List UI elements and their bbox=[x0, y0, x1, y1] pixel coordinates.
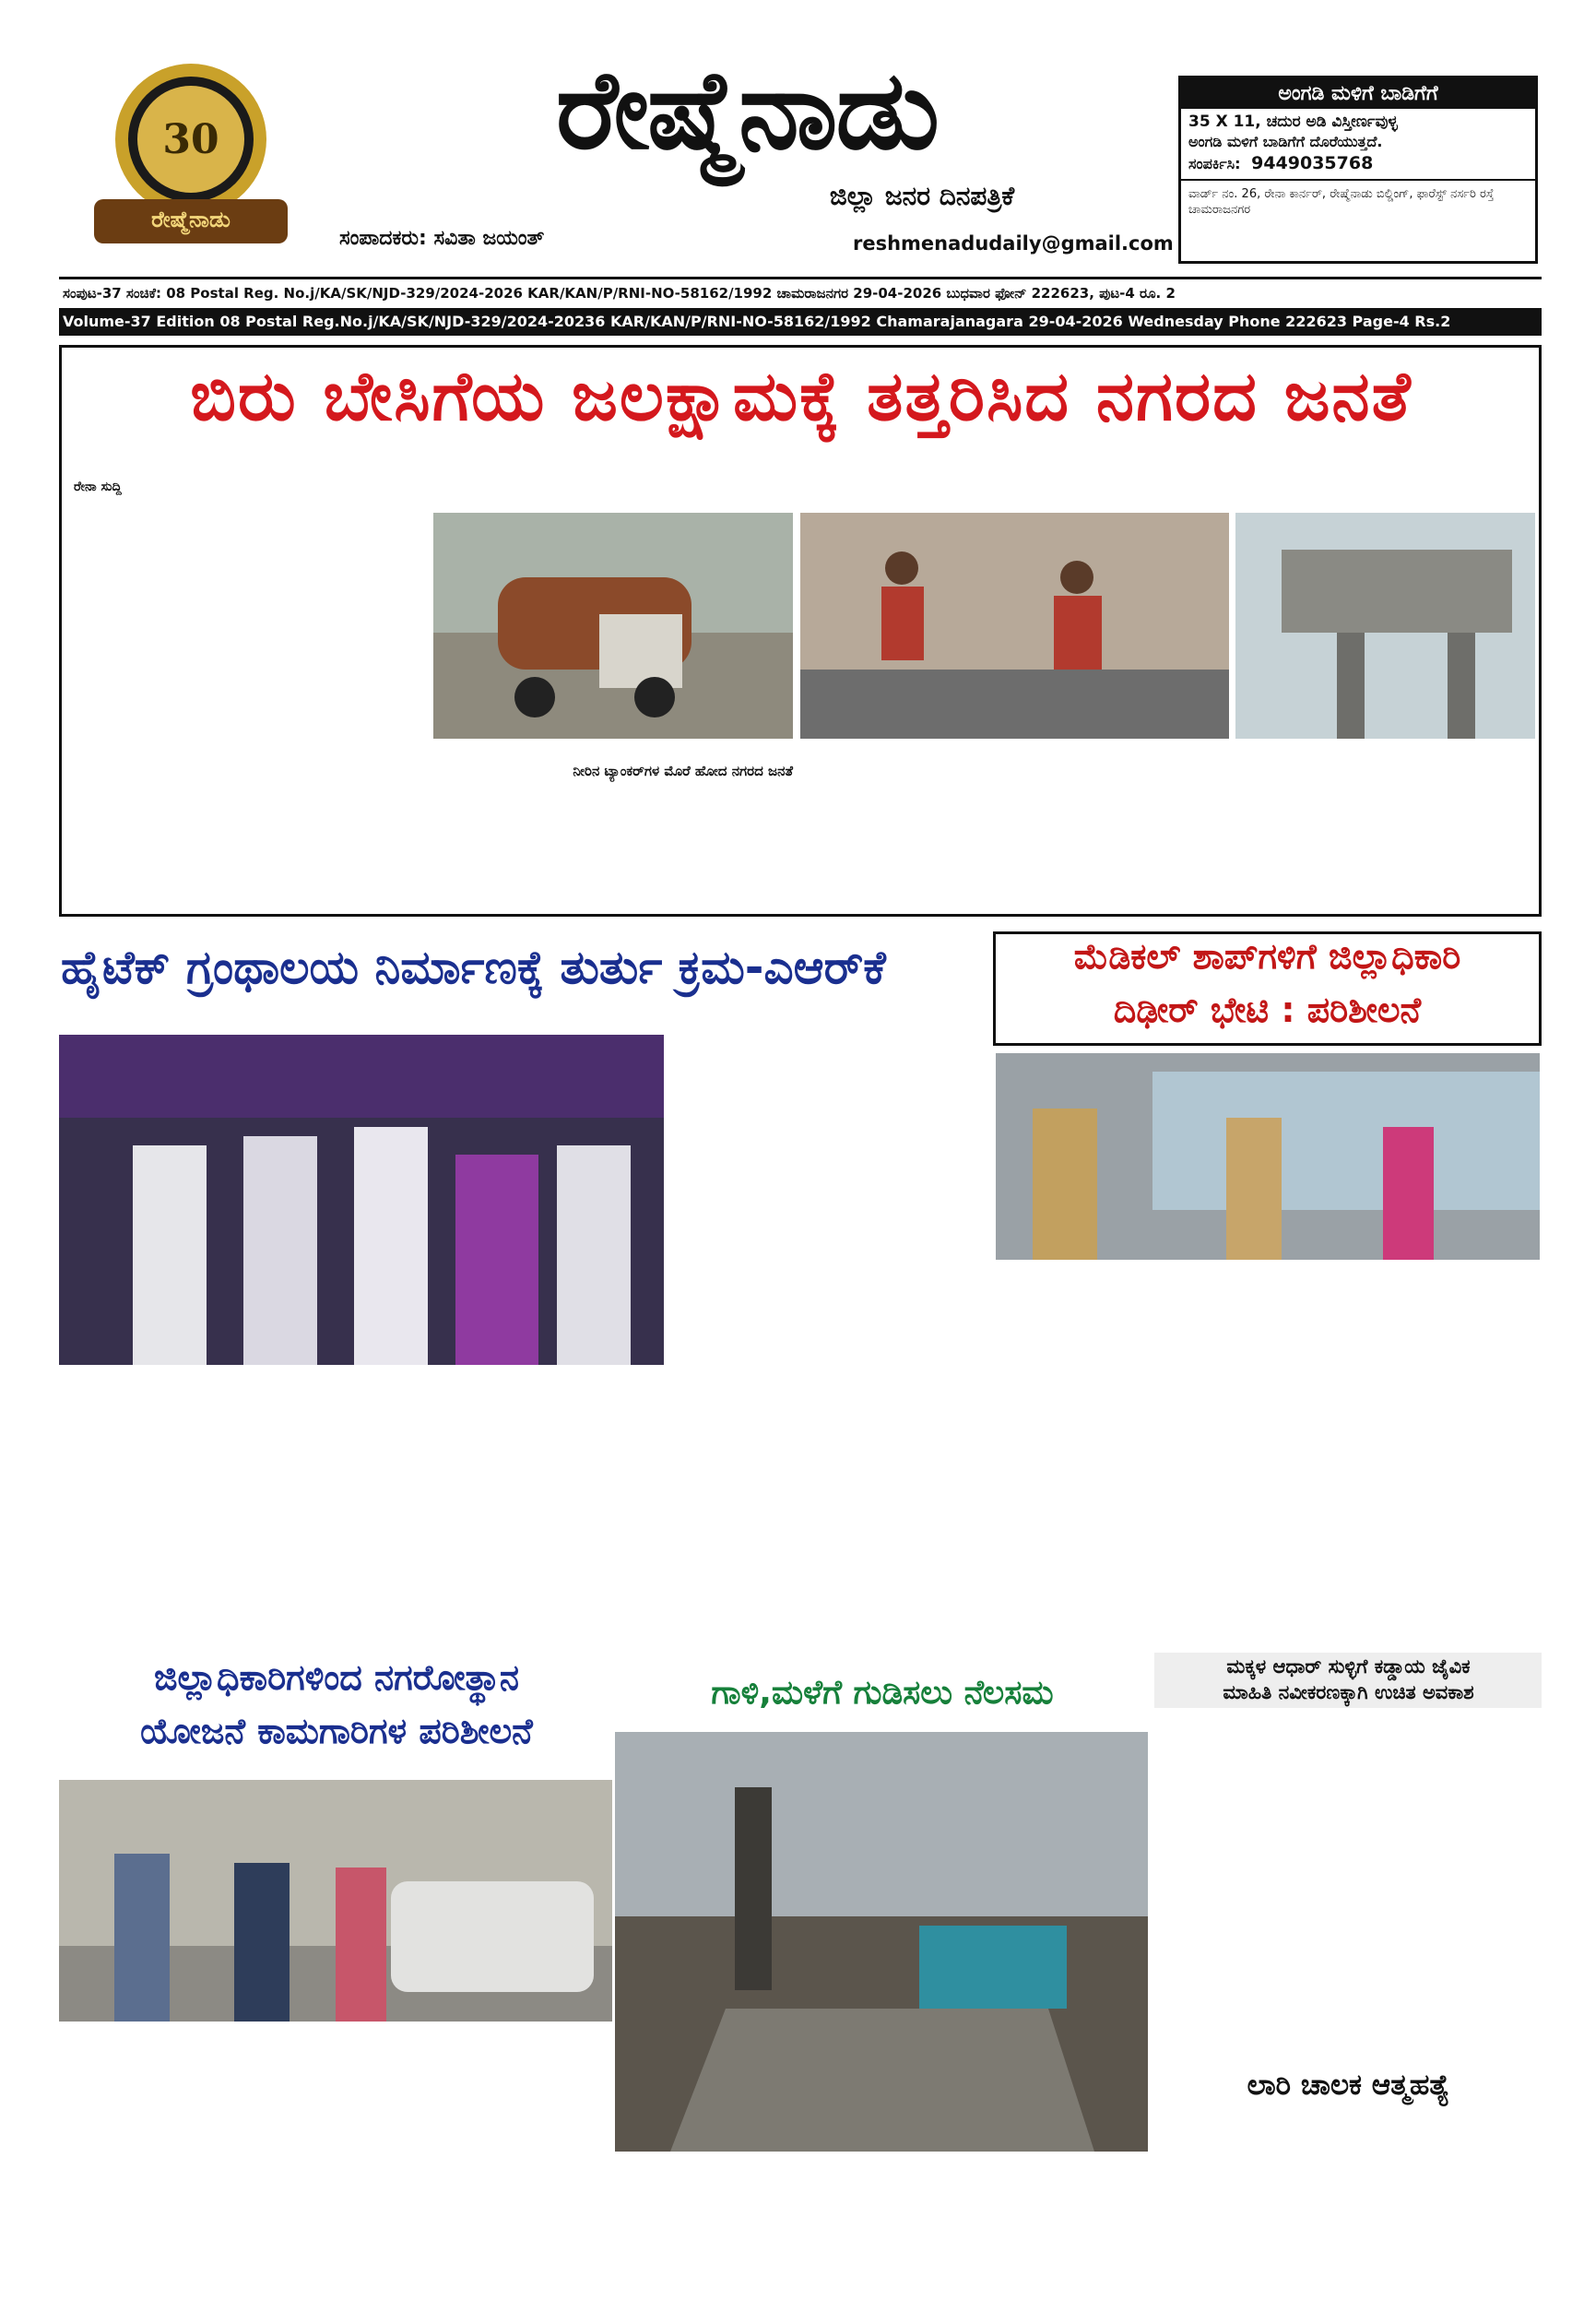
water-tank-photo bbox=[1235, 513, 1535, 739]
svg-text:30: 30 bbox=[162, 116, 219, 163]
info-strip-english: Volume-37 Edition 08 Postal Reg.No.j/KA/SK/NJD-329/2024-20236 KAR/KAN/P/RNI-NO-58162/1992 Chamarajanagara 29-04-2026 Wednesday Phone 222623 Page-4 Rs.2 bbox=[59, 308, 1542, 336]
masthead-email: reshmenadudaily@gmail.com bbox=[853, 232, 1174, 255]
rent-ad-phone: 9449035768 bbox=[1251, 153, 1374, 173]
story2-headline: ಹೈಟೆಕ್ ಗ್ರಂಥಾಲಯ ನಿರ್ಮಾಣಕ್ಕೆ ತುರ್ತು ಕ್ರಮ-ಎಆರ್‌ಕೆ bbox=[61, 941, 886, 994]
rent-ad-heading: ಅಂಗಡಿ ಮಳಿಗೆ ಬಾಡಿಗೆಗೆ bbox=[1181, 78, 1535, 109]
lead-subhead: ನೀರಿನ ಟ್ಯಾಂಕರ್‌ಗಳ ಮೊರೆ ಹೋದ ನಗರದ ಜನತೆ bbox=[573, 763, 793, 779]
rent-ad-contact bbox=[1181, 151, 1535, 173]
students-drinking-water-photo bbox=[800, 513, 1229, 739]
rent-ad-box bbox=[1178, 76, 1538, 264]
nagarothana-inspection-photo bbox=[59, 1780, 612, 2022]
story6-headline-line2: ಮಾಹಿತಿ ನವೀಕರಣಕ್ಕಾಗಿ ಉಚಿತ ಅವಕಾಶ bbox=[1223, 1681, 1474, 1703]
water-tanker-photo bbox=[433, 513, 793, 739]
masthead-tagline: ಜಿಲ್ಲಾ ಜನರ ದಿನಪತ್ರಿಕೆ bbox=[829, 181, 1015, 211]
rent-ad-contact-label: ಸಂಪರ್ಕಿಸಿ: bbox=[1188, 155, 1241, 172]
logo-caption: ರೇಷ್ಮೆನಾಡು bbox=[151, 207, 230, 232]
story4-headline-line2: ಯೋಜನೆ ಕಾಮಗಾರಿಗಳ ಪರಿಶೀಲನೆ bbox=[140, 1711, 533, 1751]
collapsed-hut-photo bbox=[615, 1732, 1148, 2152]
rent-ad-line1: 35 X 11, ಚದುರ ಅಡಿ ವಿಸ್ತೀರ್ಣವುಳ್ಳ bbox=[1188, 113, 1398, 131]
medical-shop-inspection-photo bbox=[996, 1053, 1540, 1260]
strip-rule-top bbox=[59, 277, 1542, 279]
info-strip-kannada: ಸಂಪುಟ-37 ಸಂಚಿಕೆ: 08 Postal Reg. No.j/KA/SK/NJD-329/2024-2026 KAR/KAN/P/RNI-NO-58162/1992 ಚಾಮರಾಜನಗರ 29-04-2026 ಬುಧವಾರ ಫೋನ್ 222623, ಪುಟ-4 ರೂ. 2 bbox=[63, 285, 1176, 302]
lead-byline: ರೇನಾ ಸುದ್ದಿ bbox=[74, 480, 122, 494]
rent-ad-line2: ಅಂಗಡಿ ಮಳಿಗೆ ಬಾಡಿಗೆಗೆ ದೊರೆಯುತ್ತದೆ. bbox=[1188, 133, 1383, 150]
story3-headline-line2: ದಿಢೀರ್ ಭೇಟಿ : ಪರಿಶೀಲನೆ bbox=[1113, 990, 1422, 1030]
logo-emblem bbox=[66, 52, 315, 259]
library-ceremony-photo bbox=[59, 1035, 664, 1365]
story6-headline-line1: ಮಕ್ಕಳ ಆಧಾರ್ ಸುಳ್ಳಿಗೆ ಕಡ್ಡಾಯ ಜೈವಿಕ bbox=[1226, 1655, 1471, 1678]
lead-headline: ಬಿರು ಬೇಸಿಗೆಯ ಜಲಕ್ಷಾಮಕ್ಕೆ ತತ್ತರಿಸಿದ ನಗರದ ಜನತೆ bbox=[190, 357, 1412, 436]
rent-ad-address: ವಾರ್ಡ್ ನಂ. 26, ರೇನಾ ಕಾರ್ನರ್, ರೇಷ್ಮೆನಾಡು ಬಿಲ್ಡಿಂಗ್, ಫಾರೆಸ್ಟ್ ನರ್ಸರಿ ರಸ್ತೆ ಚಾಮರಾಜನಗರ bbox=[1181, 179, 1535, 218]
story5-headline: ಗಾಳಿ,ಮಳೆಗೆ ಗುಡಿಸಲು ನೆಲಸಮ bbox=[711, 1674, 1054, 1712]
masthead-editor: ಸಂಪಾದಕರು: ಸವಿತಾ ಜಯಂತ್ bbox=[339, 227, 545, 250]
story4-headline-line1: ಜಿಲ್ಲಾಧಿಕಾರಿಗಳಿಂದ ನಗರೋತ್ಥಾನ bbox=[153, 1657, 520, 1698]
story7-headline: ಲಾರಿ ಚಾಲಕ ಆತ್ಮಹತ್ಯೆ bbox=[1247, 2069, 1450, 2102]
story3-headline-line1: ಮೆಡಿಕಲ್ ಶಾಪ್‌ಗಳಿಗೆ ಜಿಲ್ಲಾಧಿಕಾರಿ bbox=[1073, 936, 1461, 977]
masthead-title: ರೇಷ್ಮೆನಾಡು bbox=[555, 46, 939, 173]
